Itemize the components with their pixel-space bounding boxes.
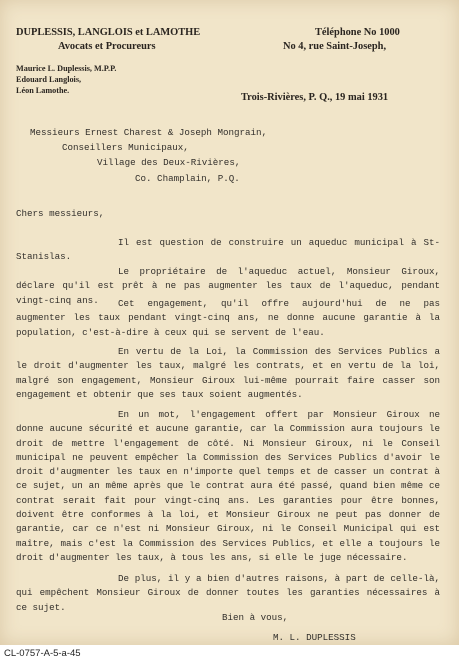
partner-name: Léon Lamothe. bbox=[16, 86, 70, 95]
partner-name: Maurice L. Duplessis, M.P.P. bbox=[16, 64, 117, 73]
telephone-number: Téléphone No 1000 bbox=[315, 27, 400, 38]
signature: M. L. DUPLESSIS bbox=[273, 632, 356, 643]
archive-reference: CL-0757-A-5-a-45 bbox=[4, 648, 81, 659]
body-paragraph: De plus, il y a bien d'autres raisons, à part de celle-là, qui empêchent Monsieur Giroux de donner toutes les garanties nécessaires à ce sujet. bbox=[16, 573, 440, 613]
recipient-line: Messieurs Ernest Charest & Joseph Mongrain, bbox=[30, 127, 268, 138]
body-paragraph: Cet engagement, qu'il offre aujourd'hui de ne pas augmenter les taux pendant vingt-cinq ans, ne donne aucune garantie à la population, c'est-à-dire à ceux qui se servent de l'eau. bbox=[16, 298, 440, 338]
body-paragraph: Il est question de construire un aqueduc municipal à St-Stanislas. bbox=[16, 237, 440, 263]
firm-name: DUPLESSIS, LANGLOIS et LAMOTHE bbox=[16, 27, 201, 38]
closing: Bien à vous, bbox=[222, 612, 289, 623]
firm-profession: Avocats et Procureurs bbox=[58, 41, 156, 52]
recipient-line: Village des Deux-Rivières, bbox=[97, 157, 241, 168]
body-paragraph: Le propriétaire de l'aqueduc actuel, Monsieur Giroux, déclare qu'il est prêt à ne pas augmenter les taux de l'aqueduc, pendant vingt-cinq ans. bbox=[16, 266, 440, 306]
recipient-line: Co. Champlain, P.Q. bbox=[135, 173, 240, 184]
place-date: Trois-Rivières, P. Q., 19 mai 1931 bbox=[241, 92, 389, 103]
body-paragraph: En vertu de la Loi, la Commission des Services Publics a le droit d'augmenter les taux, malgré les contrats, et en vertu de la loi, malgré son engagement, Monsieur Giroux lui-même pourrait faire casser son engagement et obtenir que ses taux soient augmentés. bbox=[16, 346, 440, 400]
firm-address: No 4, rue Saint-Joseph, bbox=[283, 41, 387, 52]
partner-name: Edouard Langlois, bbox=[16, 75, 82, 84]
body-paragraph: En un mot, l'engagement offert par Monsieur Giroux ne donne aucune sécurité et aucune garantie, car la Commission aura toujours le droit de mettre l'engagement de côté. Ni Monsieur Giroux, ni le Conseil municipal ne peuvent empêcher la Commission des Services Publics d'avoir le droit d'augmenter les taux en n'importe quel temps et de casser un contrat à ce sujet, un an même après que le contrat aura été passé, quand bien même ce contrat serait fait pour vingt-cinq ans. Les garanties pour être bonnes, doivent être conformes à la loi, et Monsieur Giroux ne peut pas donner de garantie, car ce n'est ni Monsieur Giroux, ni le Conseil Municipal qui est maître, mais c'est la Commission des Services Publics, et elle a toujours le droit d'augmenter les taux, à tous les ans, si elle le juge nécessaire. bbox=[16, 409, 440, 563]
recipient-line: Conseillers Municipaux, bbox=[62, 142, 189, 153]
salutation: Chers messieurs, bbox=[16, 208, 105, 219]
